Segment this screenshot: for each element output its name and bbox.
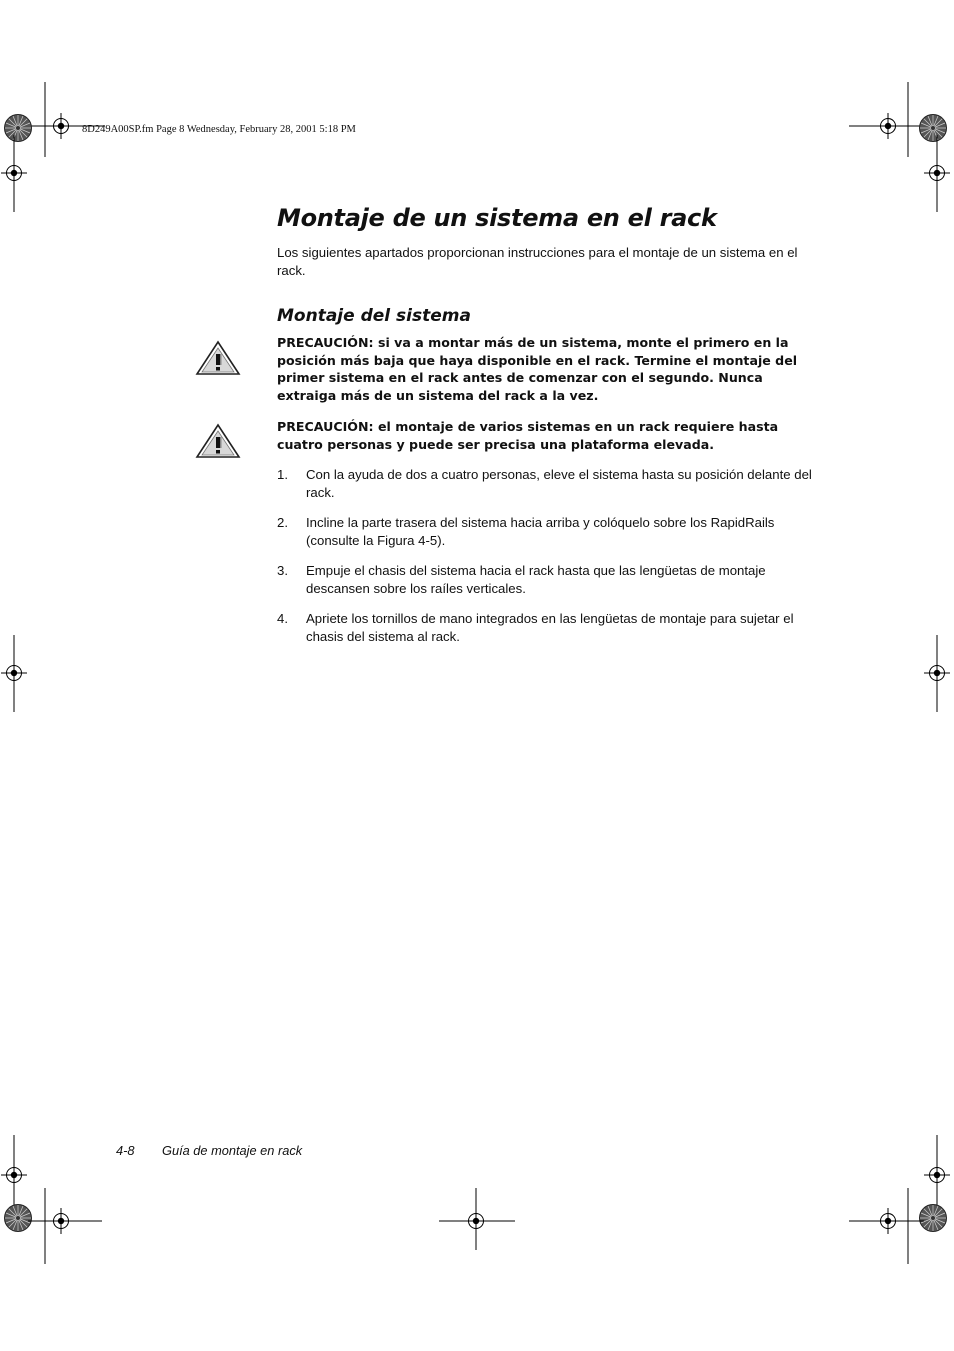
section-heading: Montaje del sistema xyxy=(277,306,471,326)
page-title: Montaje de un sistema en el rack xyxy=(277,204,717,232)
registration-mark-icon xyxy=(48,113,74,139)
registration-mark-icon xyxy=(924,1162,950,1188)
step-number: 3. xyxy=(277,563,288,578)
registration-mark-icon xyxy=(1,660,27,686)
warning-triangle-icon xyxy=(195,339,241,377)
warning-triangle-icon xyxy=(195,422,241,460)
registration-mark-icon xyxy=(463,1208,489,1234)
intro-paragraph: Los siguientes apartados proporcionan instrucciones para el montaje de un sistema en el rack. xyxy=(277,245,798,278)
color-bar-icon xyxy=(5,1205,32,1232)
registration-mark-icon xyxy=(924,660,950,686)
registration-mark-icon xyxy=(875,113,901,139)
registration-mark-icon xyxy=(1,160,27,186)
step-text: Empuje el chasis del sistema hacia el rack hasta que las lengüetas de montaje descansen sobre los raíles verticales. xyxy=(306,563,766,596)
page-number: 4-8 xyxy=(116,1143,135,1158)
step-text: Apriete los tornillos de mano integrados en las lengüetas de montaje para sujetar el chasis del sistema al rack. xyxy=(306,611,794,644)
registration-mark-icon xyxy=(48,1208,74,1234)
color-bar-icon xyxy=(920,115,947,142)
registration-mark-icon xyxy=(875,1208,901,1234)
step-text: Con la ayuda de dos a cuatro personas, eleve el sistema hasta su posición delante del rack. xyxy=(306,467,812,500)
step-number: 2. xyxy=(277,515,288,530)
color-bar-icon xyxy=(920,1205,947,1232)
registration-mark-icon xyxy=(924,160,950,186)
caution-text: PRECAUCIÓN: el montaje de varios sistemas en un rack requiere hasta cuatro personas y puede ser precisa una plataforma elevada. xyxy=(277,419,779,452)
registration-mark-icon xyxy=(1,1162,27,1188)
step-text: Incline la parte trasera del sistema hacia arriba y colóquelo sobre los RapidRails (consulte la Figura 4-5). xyxy=(306,515,775,548)
file-stamp: 8D249A00SP.fm Page 8 Wednesday, February 28, 2001 5:18 PM xyxy=(82,124,356,135)
footer-doc-title: Guía de montaje en rack xyxy=(162,1143,303,1158)
color-bar-icon xyxy=(5,115,32,142)
caution-text: PRECAUCIÓN: si va a montar más de un sistema, monte el primero en la posición más baja que haya disponible en el rack. Termine el montaje del primer sistema en el rack antes de comenzar con el segundo. Nunca extraiga más de un sistema del rack a la vez. xyxy=(277,335,798,403)
step-number: 1. xyxy=(277,467,288,482)
step-number: 4. xyxy=(277,611,288,626)
